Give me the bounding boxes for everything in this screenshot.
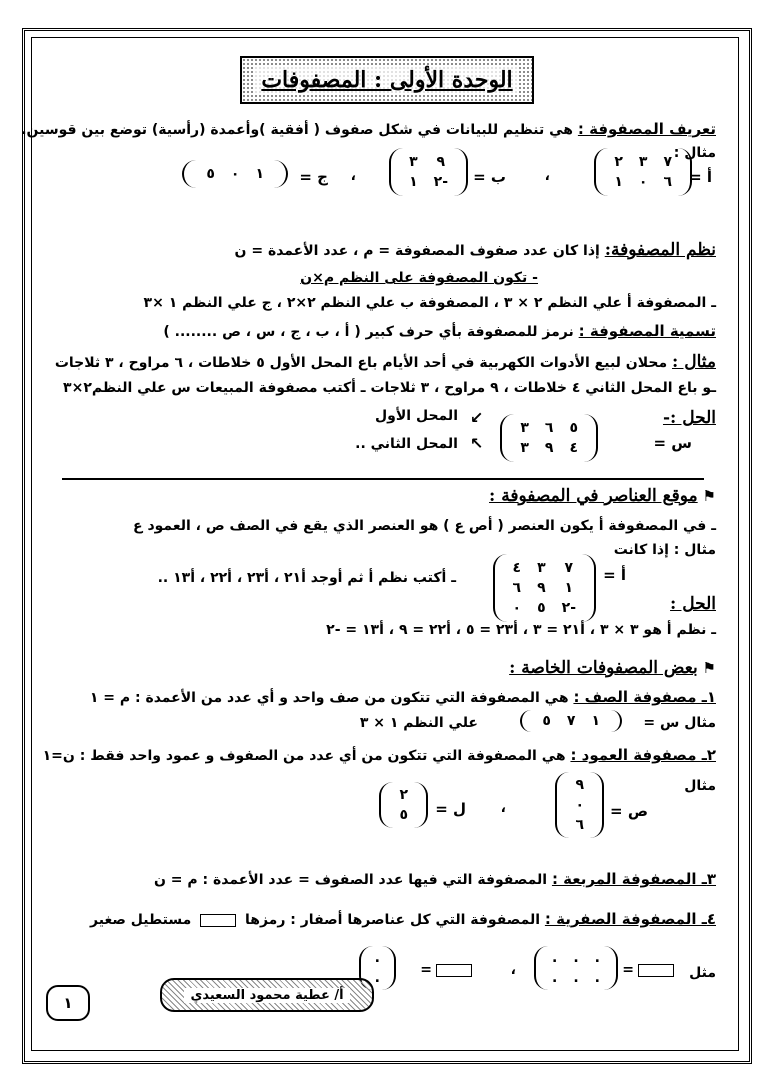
- example1-label: مثال :: [673, 145, 716, 161]
- matrix-b-label: ب =: [473, 168, 506, 186]
- example2-label: مثال :: [672, 352, 716, 372]
- separator: ،: [500, 800, 506, 816]
- shop2-label: المحل الثاني ..: [355, 436, 458, 452]
- row-order: علي النظم ١ × ٣: [359, 715, 478, 731]
- position-heading-line: [489, 486, 716, 506]
- matrix-cell: ٦: [512, 580, 522, 596]
- zero-example-2: =: [420, 962, 476, 978]
- matrix-cell: ٥: [399, 807, 408, 823]
- row-example-label: مثال س =: [643, 715, 716, 731]
- matrix-cell: ٤: [512, 560, 522, 576]
- matrix-b: [389, 148, 468, 196]
- row-matrix: [520, 710, 622, 732]
- matrix-cell: ٩: [575, 777, 584, 793]
- matrix-j: [182, 160, 288, 188]
- matrix-cell: ٥: [537, 600, 546, 616]
- matrix-lam-label: ل =: [435, 800, 466, 818]
- example2-line2: ـو باع المحل الثاني ٤ خلاطات ، ٩ مراوح ، ٣ ثلاجات ـ أكتب مصفوفة المبيعات س علي النظم٢×٣: [63, 380, 716, 396]
- matrix-cell: ٥: [206, 166, 215, 182]
- matrix-s-label: س =: [653, 434, 692, 452]
- matrix-a2-label: أ =: [603, 566, 626, 584]
- zero-matrix-label: ٤ـ المصفوفة الصفرية :: [544, 910, 716, 928]
- flag-icon: ⚑: [702, 659, 716, 677]
- separator: ،: [510, 962, 516, 978]
- col-matrix-line: [43, 746, 716, 764]
- position-solution-label: الحل :: [670, 594, 716, 614]
- row-matrix-label: ١ـ مصفوفة الصف :: [573, 688, 716, 706]
- matrix-cell: ٦: [544, 420, 554, 436]
- matrix-cell: .: [374, 950, 380, 966]
- matrix-cell: ٠: [512, 600, 522, 616]
- matrix-cell: ٢: [614, 154, 623, 170]
- zero-symbol-icon: [200, 914, 236, 927]
- zero-symbol-icon: [436, 964, 472, 977]
- position-heading: موقع العناصر في المصفوفة :: [489, 486, 698, 506]
- definition-label: تعريف المصفوفة :: [577, 120, 716, 138]
- shop1-label: المحل الأول: [375, 408, 458, 424]
- naming-text: نرمز للمصفوفة بأي حرف كبير ( أ ، ب ، ج ، س ، ص ........ ): [163, 324, 574, 340]
- matrix-a2: [493, 554, 596, 622]
- matrix-cell: ٠: [575, 797, 584, 813]
- page-title: الوحدة الأولى : المصفوفات: [255, 67, 518, 93]
- zero-symbol-desc: مستطيل صغير: [90, 912, 192, 928]
- author-banner: [160, 978, 374, 1012]
- matrix-cell: ٣: [537, 560, 546, 576]
- special-heading: بعض المصفوفات الخاصة :: [509, 658, 698, 678]
- matrix-sad: [555, 772, 604, 838]
- matrix-cell: ٣: [520, 420, 529, 436]
- order-text: إذا كان عدد صفوف المصفوفة = م ، عدد الأعمدة = ن: [234, 243, 600, 259]
- square-matrix-line: [154, 870, 716, 888]
- row-matrix-line: [90, 688, 716, 706]
- example2-text1: محلان لبيع الأدوات الكهربية في أحد الأيام باع المحل الأول ٥ خلاطات ، ٦ مراوح ، ٣ ثلاجات: [54, 355, 668, 371]
- separator: ،: [544, 168, 550, 184]
- matrix-cell: ٦: [575, 817, 584, 833]
- matrix-cell: ٧: [566, 713, 576, 729]
- matrix-cell: .: [374, 970, 380, 986]
- matrix-cell: ٤: [569, 440, 578, 456]
- matrix-cell: ١: [409, 174, 418, 190]
- matrix-cell: ٣: [638, 154, 648, 170]
- matrix-cell: ٠: [638, 174, 648, 190]
- matrix-cell: ٥: [542, 713, 551, 729]
- special-heading-line: [509, 658, 716, 678]
- order-sub: - تكون المصفوفة على النظم م×ن: [300, 270, 538, 286]
- matrix-sad-label: ص =: [610, 802, 648, 820]
- separator: ،: [350, 168, 356, 184]
- col-matrix-text: هي المصفوفة التي تتكون من أي عدد من الصفوف و عمود واحد فقط : ن=١: [42, 748, 566, 764]
- example2-line1: [55, 352, 716, 372]
- order-line: [235, 240, 716, 260]
- matrix-cell: ٩: [436, 154, 446, 170]
- matrix-cell: ١: [255, 166, 264, 182]
- col-example-label: مثال: [684, 778, 716, 794]
- solution1-label: الحل :-: [662, 408, 716, 428]
- section-divider: [62, 478, 704, 480]
- matrix-cell: .: [594, 970, 600, 986]
- matrix-cell: ٩: [544, 440, 554, 456]
- matrix-s: [500, 414, 598, 462]
- matrix-cell: ٧: [663, 154, 672, 170]
- matrix-cell: ٦: [663, 174, 672, 190]
- col-matrix-label: ٢ـ مصفوفة العمود :: [570, 746, 716, 764]
- flag-icon: ⚑: [702, 487, 716, 505]
- matrix-cell: ١: [564, 580, 574, 596]
- order-example-line: ـ المصفوفة أ علي النظم ٢ × ٣ ، المصفوفة ب علي النظم ٢×٢ ، ج علي النظم ١ ×٣: [143, 295, 716, 311]
- square-matrix-text: المصفوفة التي فيها عدد الصفوف = عدد الأعمدة : م = ن: [153, 872, 548, 888]
- matrix-cell: -٢: [561, 600, 576, 616]
- zero-symbol-icon: [638, 964, 674, 977]
- page-number: ١: [46, 985, 90, 1021]
- square-matrix-label: ٣ـ المصفوفة المربعة :: [551, 870, 716, 888]
- matrix-cell: .: [573, 950, 579, 966]
- matrix-cell: ٣: [409, 154, 418, 170]
- naming-label: تسمية المصفوفة :: [578, 322, 716, 340]
- zero-matrix-3: [534, 946, 618, 990]
- definition-line: [21, 120, 716, 138]
- matrix-cell: .: [573, 970, 579, 986]
- matrix-a-label: أ =: [689, 168, 712, 186]
- matrix-a: [594, 148, 692, 196]
- matrix-cell: ١: [614, 174, 623, 190]
- matrix-cell: ٣: [520, 440, 529, 456]
- order-label: نظم المصفوفة:: [604, 240, 716, 260]
- matrix-j-label: ج =: [299, 168, 328, 186]
- matrix-cell: -٢: [433, 174, 448, 190]
- position-example-label: مثال : إذا كانت: [613, 542, 716, 558]
- zero-matrix-line: [90, 910, 716, 928]
- author-name: أ/ عطية محمود السعيدي: [184, 988, 349, 1003]
- arrow-icon: ↙: [470, 408, 484, 427]
- matrix-cell: ٥: [569, 420, 578, 436]
- matrix-cell: .: [552, 950, 558, 966]
- definition-text: هي تنظيم للبيانات في شكل صفوف ( أفقية )وأعمدة (رأسية) توضع بين قوسين.: [21, 122, 574, 138]
- zero-example-label: مثل: [689, 965, 716, 981]
- matrix-cell: .: [594, 950, 600, 966]
- naming-line: [163, 322, 716, 340]
- position-task: ـ أكتب نظم أ ثم أوجد أ٢١ ، أ٢٣ ، أ٢٢ ، أ١٣ ..: [157, 570, 456, 586]
- matrix-cell: .: [552, 970, 558, 986]
- position-answer: ـ نظم أ هو ٣ × ٣ ، أ٢١ = ٣ ، أ٢٣ = ٥ ، أ٢٢ = ٩ ، أ١٣ = -٢: [326, 622, 716, 638]
- row-matrix-text: هي المصفوفة التي تتكون من صف واحد و أي عدد من الأعمدة : م = ١: [89, 690, 569, 706]
- title-banner: [240, 56, 534, 104]
- matrix-cell: ٧: [564, 560, 574, 576]
- arrow-icon: ↖: [470, 434, 484, 453]
- matrix-cell: ٩: [537, 580, 546, 596]
- matrix-cell: ١: [591, 713, 600, 729]
- position-text: ـ في المصفوفة أ يكون العنصر ( أص ع ) هو العنصر الذي يقع في الصف ص ، العمود ع: [133, 518, 716, 534]
- zero-matrix-text: المصفوفة التي كل عناصرها أصفار : رمزها: [245, 912, 541, 928]
- matrix-cell: ٠: [230, 166, 240, 182]
- zero-example-1: =: [622, 962, 678, 978]
- matrix-lam: [379, 782, 428, 828]
- matrix-cell: ٢: [399, 787, 408, 803]
